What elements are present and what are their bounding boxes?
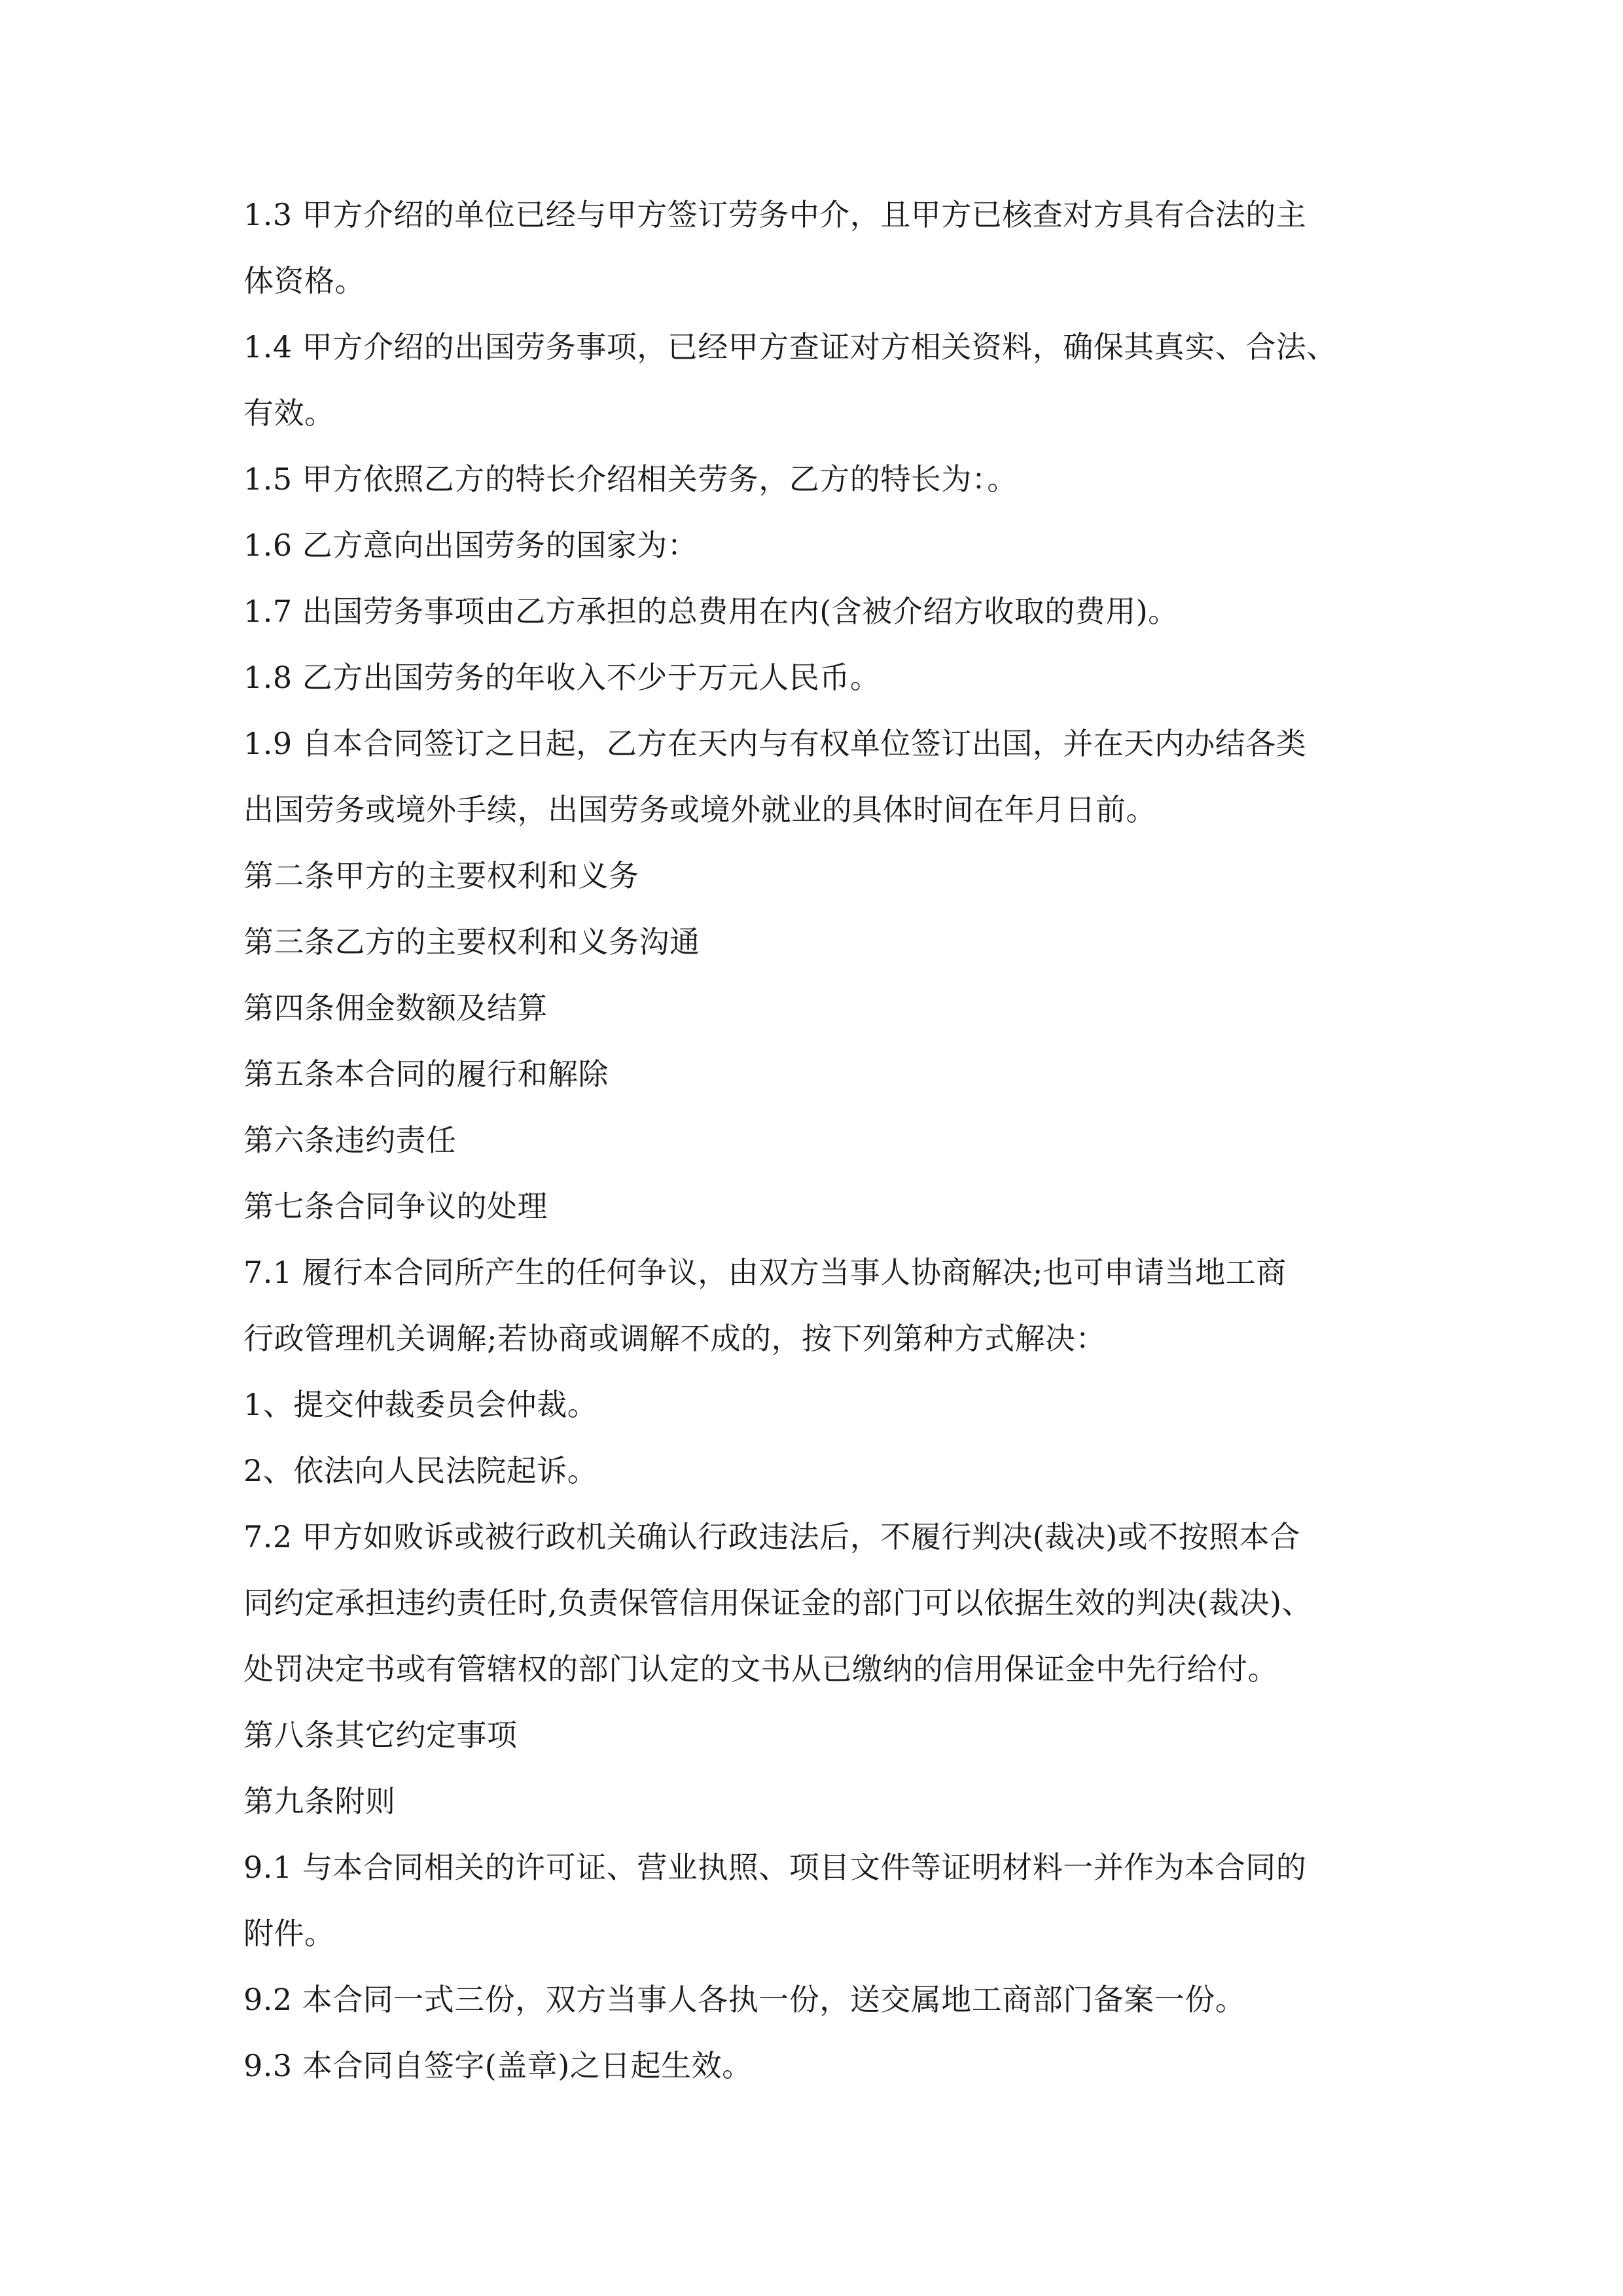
clause-9-1-line-1: 9.1 与本合同相关的许可证、营业执照、项目文件等证明材料一并作为本合同的 [243, 1850, 1307, 1885]
article-5-heading: 第五条本合同的履行和解除 [243, 1056, 609, 1092]
article-2-heading: 第二条甲方的主要权利和义务 [243, 858, 639, 893]
clause-7-2-line-3: 处罚决定书或有管辖权的部门认定的文书从已缴纳的信用保证金中先行给付。 [243, 1651, 1278, 1687]
clause-7-2-line-1: 7.2 甲方如败诉或被行政机关确认行政违法后，不履行判决(裁决)或不按照本合 [243, 1519, 1300, 1554]
clause-1-4-line-1: 1.4 甲方介绍的出国劳务事项，已经甲方查证对方相关资料，确保其真实、合法、 [243, 329, 1337, 365]
clause-7-1-line-2: 行政管理机关调解;若协商或调解不成的，按下列第种方式解决： [243, 1321, 1106, 1356]
clause-1-3-line-2: 体资格。 [243, 263, 365, 298]
article-7-heading: 第七条合同争议的处理 [243, 1189, 548, 1224]
article-8-heading: 第八条其它约定事项 [243, 1717, 518, 1753]
clause-1-5: 1.5 甲方依照乙方的特长介绍相关劳务，乙方的特长为：。 [243, 461, 1018, 497]
clause-1-4-line-2: 有效。 [243, 395, 335, 431]
clause-7-1-line-1: 7.1 履行本合同所产生的任何争议，由双方当事人协商解决;也可申请当地工商 [243, 1255, 1287, 1290]
option-2: 2、依法向人民法院起诉。 [243, 1453, 598, 1488]
article-4-heading: 第四条佣金数额及结算 [243, 990, 548, 1026]
article-9-heading: 第九条附则 [243, 1784, 396, 1819]
clause-1-9-line-2: 出国劳务或境外手续，出国劳务或境外就业的具体时间在年月日前。 [243, 792, 1156, 827]
clause-7-2-line-2: 同约定承担违约责任时,负责保管信用保证金的部门可以依据生效的判决(裁决)、 [243, 1585, 1313, 1621]
clause-1-3-line-1: 1.3 甲方介绍的单位已经与甲方签订劳务中介，且甲方已核查对方具有合法的主 [243, 197, 1307, 232]
clause-9-2: 9.2 本合同一式三份，双方当事人各执一份，送交属地工商部门备案一份。 [243, 1982, 1246, 2017]
clause-9-1-line-2: 附件。 [243, 1916, 335, 1951]
article-6-heading: 第六条违约责任 [243, 1122, 457, 1158]
clause-1-8: 1.8 乙方出国劳务的年收入不少于万元人民币。 [243, 660, 881, 695]
document-body [243, 182, 1421, 2099]
clause-1-6: 1.6 乙方意向出国劳务的国家为： [243, 528, 698, 563]
article-3-heading: 第三条乙方的主要权利和义务沟通 [243, 924, 700, 960]
option-1: 1、提交仲裁委员会仲裁。 [243, 1387, 598, 1422]
clause-1-9-line-1: 1.9 自本合同签订之日起，乙方在天内与有权单位签订出国，并在天内办结各类 [243, 726, 1307, 761]
clause-1-7: 1.7 出国劳务事项由乙方承担的总费用在内(含被介绍方收取的费用)。 [243, 594, 1179, 629]
clause-9-3: 9.3 本合同自签字(盖章)之日起生效。 [243, 2048, 753, 2083]
